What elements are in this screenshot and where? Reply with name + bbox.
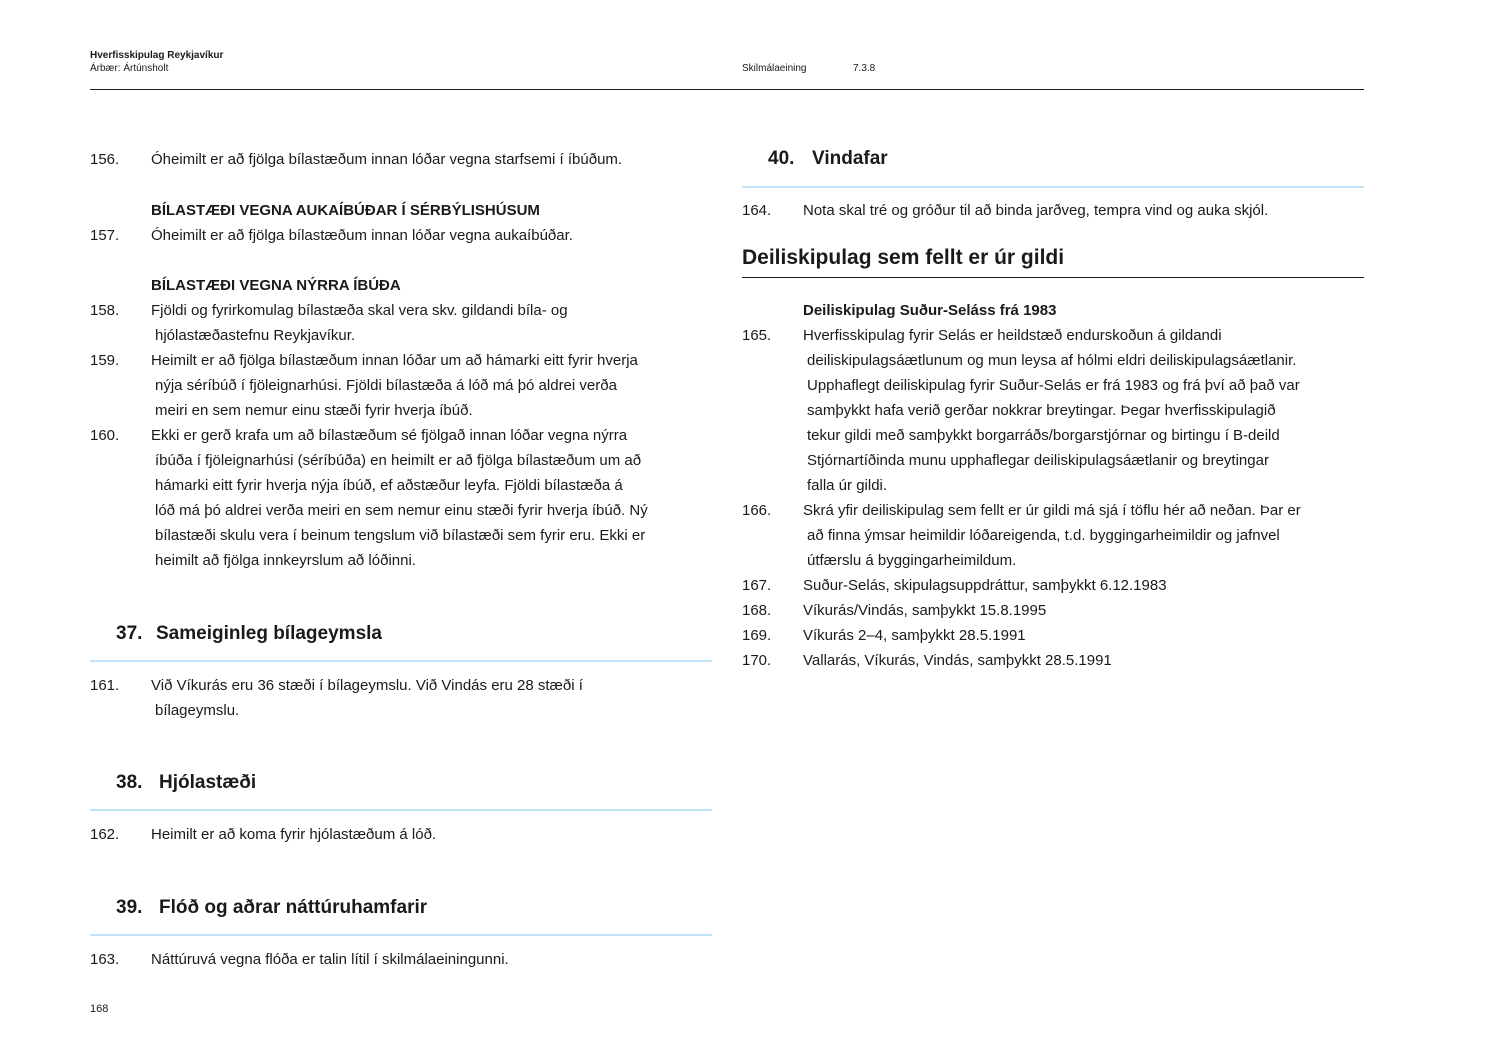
item-number: 166. [742, 502, 772, 519]
item-163 [90, 947, 712, 972]
item-number: 156. [90, 151, 120, 168]
item-number: 167. [742, 577, 772, 594]
section-rule [90, 809, 712, 811]
heading-rule [742, 277, 1364, 278]
item-line: Fjöldi og fyrirkomulag bílastæða skal vera skv. gildandi bíla- og [151, 302, 568, 319]
item-line: Heimilt er að fjölga bílastæðum innan lóðar um að hámarki eitt fyrir hverja [151, 352, 638, 369]
item-167 [742, 573, 1364, 598]
section-title: Sameiginleg bílageymsla [156, 623, 382, 644]
section-rule [90, 660, 712, 662]
item-line: falla úr gildi. [807, 477, 888, 494]
item-line: hámarki eitt fyrir hverja nýja íbúð, ef aðstæður leyfa. Fjöldi bílastæða á [155, 477, 623, 494]
item-number: 157. [90, 227, 120, 244]
item-line: íbúða í fjöleignarhúsi (séríbúða) en heimilt er að fjölga bílastæðum um að [155, 452, 642, 469]
item-line: nýja séríbúð í fjöleignarhúsi. Fjöldi bílastæða á lóð má þó aldrei verða [155, 377, 617, 394]
item-line: Heimilt er að koma fyrir hjólastæðum á lóð. [151, 826, 437, 843]
item-line: útfærslu á byggingarheimildum. [807, 552, 1017, 569]
item-number: 160. [90, 427, 120, 444]
item-line: Vallarás, Víkurás, Vindás, samþykkt 28.5.1991 [803, 652, 1112, 669]
header-section: Skilmálaeining [742, 63, 807, 74]
section-number: 39. [116, 897, 143, 918]
item-158 [90, 298, 712, 348]
page-number: 168 [90, 1003, 109, 1015]
item-line: heimilt að fjölga innkeyrslum að lóðinni. [155, 552, 416, 569]
item-number: 161. [90, 677, 120, 694]
item-159 [90, 348, 712, 423]
item-number: 164. [742, 202, 772, 219]
item-line: samþykkt hafa verið gerðar nokkrar breytingar. Þegar hverfisskipulagið [807, 402, 1276, 419]
subheading-nyrra-ibuda: BÍLASTÆÐI VEGNA NÝRRA ÍBÚÐA [151, 277, 401, 294]
item-line: bílastæði skulu vera í beinum tengslum við bílastæði sem fyrir eru. Ekki er [155, 527, 646, 544]
item-161 [90, 673, 712, 723]
item-line: að finna ýmsar heimildir lóðareigenda, t.d. byggingarheimildir og jafnvel [807, 527, 1280, 544]
item-line: Stjórnartíðinda munu upphaflegar deiliskipulagsáætlanir og breytingar [807, 452, 1269, 469]
item-line: Ekki er gerð krafa um að bílastæðum sé fjölgað innan lóðar vegna nýrra [151, 427, 628, 444]
item-160 [90, 423, 712, 573]
item-line: bílageymslu. [155, 702, 240, 719]
item-line: Skrá yfir deiliskipulag sem fellt er úr gildi má sjá í töflu hér að neðan. Þar er [803, 502, 1301, 519]
item-line: Óheimilt er að fjölga bílastæðum innan lóðar vegna aukaíbúðar. [151, 227, 573, 244]
item-164 [742, 198, 1364, 223]
header-rule [90, 89, 1364, 90]
item-166 [742, 498, 1364, 573]
item-number: 168. [742, 602, 772, 619]
item-number: 162. [90, 826, 120, 843]
item-number: 169. [742, 627, 772, 644]
item-number: 159. [90, 352, 120, 369]
item-line: Víkurás/Vindás, samþykkt 15.8.1995 [803, 602, 1047, 619]
item-line: Nota skal tré og gróður til að binda jarðveg, tempra vind og auka skjól. [803, 202, 1269, 219]
item-169 [742, 623, 1364, 648]
item-line: lóð má þó aldrei verða meiri en sem nemur einu stæði fyrir hverja íbúð. Ný [155, 502, 648, 519]
item-165 [742, 323, 1364, 498]
item-line: Upphaflegt deiliskipulag fyrir Suður-Selás er frá 1983 og frá því að það var [807, 377, 1300, 394]
item-number: 165. [742, 327, 772, 344]
item-156 [90, 147, 712, 172]
item-line: meiri en sem nemur einu stæði fyrir hverja íbúð. [155, 402, 473, 419]
header-subtitle: Árbær: Ártúnsholt [90, 63, 169, 74]
item-number: 170. [742, 652, 772, 669]
section-title: Flóð og aðrar náttúruhamfarir [159, 897, 428, 918]
item-line: Víkurás 2–4, samþykkt 28.5.1991 [803, 627, 1026, 644]
item-line: Suður-Selás, skipulagsuppdráttur, samþykkt 6.12.1983 [803, 577, 1167, 594]
item-line: Við Víkurás eru 36 stæði í bílageymslu. Við Vindás eru 28 stæði í [151, 677, 583, 694]
heading-deiliskipulag: Deiliskipulag sem fellt er úr gildi [742, 246, 1065, 269]
section-number: 38. [116, 772, 143, 793]
item-number: 163. [90, 951, 120, 968]
subheading-sudur-selas: Deiliskipulag Suður-Seláss frá 1983 [803, 302, 1057, 319]
item-line: deiliskipulagsáætlunum og mun leysa af hólmi eldri deiliskipulagsáætlanir. [807, 352, 1297, 369]
section-number: 40. [768, 148, 795, 169]
item-157 [90, 223, 712, 248]
section-number: 37. [116, 623, 143, 644]
item-170 [742, 648, 1364, 673]
item-line: tekur gildi með samþykkt borgarráðs/borgarstjórnar og birtingu í B-deild [807, 427, 1280, 444]
item-168 [742, 598, 1364, 623]
section-rule [742, 186, 1364, 188]
item-number: 158. [90, 302, 120, 319]
item-line: Náttúruvá vegna flóða er talin lítil í skilmálaeiningunni. [151, 951, 509, 968]
header-title: Hverfisskipulag Reykjavíkur [90, 50, 224, 61]
subheading-aukaibud: BÍLASTÆÐI VEGNA AUKAÍBÚÐAR Í SÉRBÝLISHÚSUM [151, 202, 540, 219]
section-title: Hjólastæði [159, 772, 257, 793]
section-title: Vindafar [812, 148, 888, 169]
section-rule [90, 934, 712, 936]
item-162 [90, 822, 712, 847]
item-line: hjólastæðastefnu Reykjavíkur. [155, 327, 356, 344]
item-line: Hverfisskipulag fyrir Selás er heildstæð endurskoðun á gildandi [803, 327, 1222, 344]
item-line: Óheimilt er að fjölga bílastæðum innan lóðar vegna starfsemi í íbúðum. [151, 151, 623, 168]
header-code: 7.3.8 [853, 63, 876, 74]
